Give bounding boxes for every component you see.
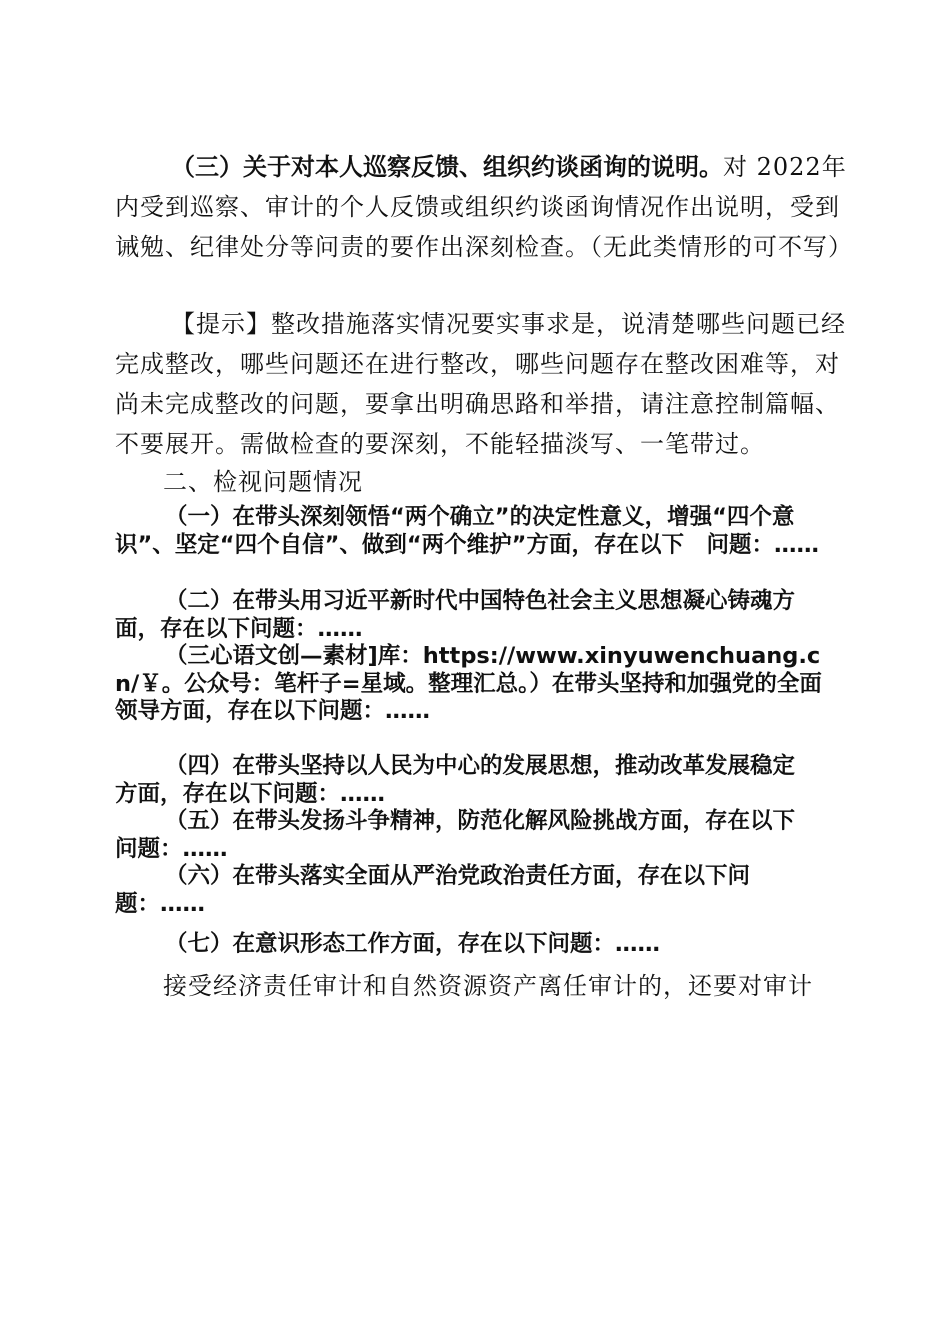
closing-paragraph: 接受经济责任审计和自然资源资产离任审计的，还要对审计 — [163, 972, 813, 1000]
section-3-paragraph — [115, 147, 855, 267]
item-5: （五）在带头发扬斗争精神，防范化解风险挑战方面，存在以下问题：…… — [115, 808, 796, 862]
item-2: （二）在带头用习近平新时代中国特色社会主义思想凝心铸魂方面，存在以下问题：…… — [115, 588, 796, 642]
item-3: （三心语文创—素材]库：https://www.xinyuwenchuang.cn/￥。公众号：笔杆子=星域。整理汇总。）在带头坚持和加强党的全面领导方面，存在以下问题：…… — [115, 643, 822, 724]
section-3-heading: （三）关于对本人巡察反馈、组织约谈函询的说明。 — [171, 153, 723, 181]
item-4: （四）在带头坚持以人民为中心的发展思想，推动改革发展稳定方面，存在以下问题：…… — [115, 753, 796, 807]
part-2-title: 二、检视问题情况 — [163, 468, 363, 496]
item-7: （七）在意识形态工作方面，存在以下问题：…… — [165, 931, 661, 957]
section-3-body: 对 2022年内受到巡察、审计的个人反馈或组织约谈函询情况作出说明，受到诫勉、纪律处分等问责的要作出深刻检查。（无此类情形的可不写） — [115, 153, 853, 261]
item-1: （一）在带头深刻领悟“两个确立”的决定性意义，增强“四个意识”、坚定“四个自信”、做到“两个维护”方面，存在以下 问题：…… — [115, 504, 819, 558]
item-6: （六）在带头落实全面从严治党政治责任方面，存在以下问题：…… — [115, 863, 751, 917]
tip-paragraph: 【提示】整改措施落实情况要实事求是，说清楚哪些问题已经完成整改，哪些问题还在进行整改，哪些问题存在整改困难等，对尚未完成整改的问题，要拿出明确思路和举措，请注意控制篇幅、不要展开。需做检查的要深刻，不能轻描淡写、一笔带过。 — [115, 310, 846, 458]
